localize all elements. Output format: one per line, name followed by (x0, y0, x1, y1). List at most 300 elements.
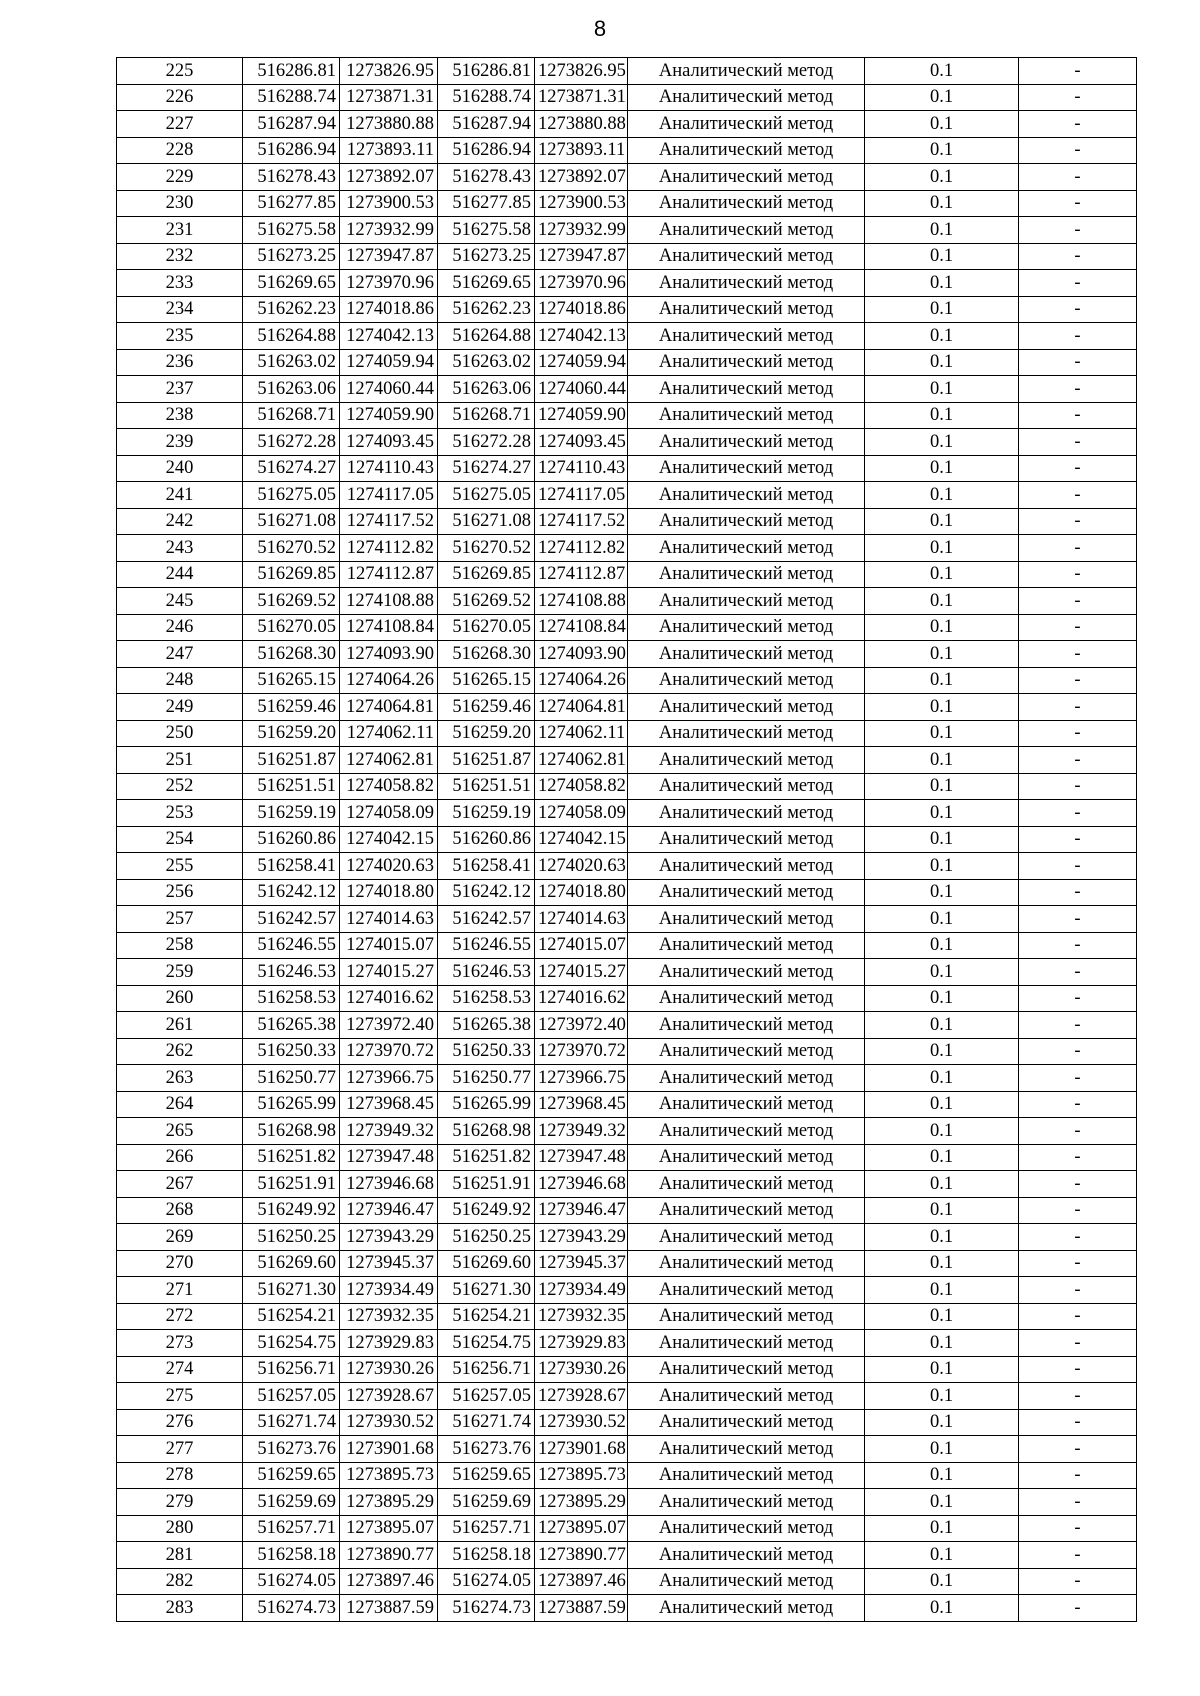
y-cell: 1274117.05 (535, 482, 628, 509)
note-cell: - (1019, 959, 1137, 986)
table-row (117, 1303, 1137, 1330)
y-cell: 1273934.49 (535, 1277, 628, 1304)
x-cell: 516251.91 (438, 1171, 535, 1198)
note-cell: - (1019, 455, 1137, 482)
accuracy-cell: 0.1 (865, 137, 1019, 164)
y-cell: 1274059.94 (535, 349, 628, 376)
accuracy-cell: 0.1 (865, 508, 1019, 535)
note-cell: - (1019, 588, 1137, 615)
y-existing-cell: 1273897.46 (340, 1568, 438, 1595)
y-existing-cell: 1274108.88 (340, 588, 438, 615)
y-cell: 1273966.75 (535, 1065, 628, 1092)
table-row (117, 667, 1137, 694)
y-existing-cell: 1273930.26 (340, 1356, 438, 1383)
y-cell: 1273930.52 (535, 1409, 628, 1436)
table-body (117, 58, 1137, 1622)
y-cell: 1273871.31 (535, 84, 628, 111)
x-cell: 516265.15 (438, 667, 535, 694)
x-existing-cell: 516256.71 (243, 1356, 340, 1383)
accuracy-cell: 0.1 (865, 694, 1019, 721)
note-cell: - (1019, 1197, 1137, 1224)
y-existing-cell: 1274042.15 (340, 826, 438, 853)
note-cell: - (1019, 1542, 1137, 1569)
accuracy-cell: 0.1 (865, 1303, 1019, 1330)
x-existing-cell: 516258.53 (243, 985, 340, 1012)
x-cell: 516270.52 (438, 535, 535, 562)
x-existing-cell: 516277.85 (243, 190, 340, 217)
table-row (117, 1171, 1137, 1198)
accuracy-cell: 0.1 (865, 720, 1019, 747)
method-cell: Аналитический метод (628, 1038, 865, 1065)
y-existing-cell: 1274064.26 (340, 667, 438, 694)
y-existing-cell: 1273890.77 (340, 1542, 438, 1569)
y-cell: 1274058.82 (535, 773, 628, 800)
point-number-cell: 231 (117, 217, 243, 244)
method-cell: Аналитический метод (628, 1356, 865, 1383)
y-existing-cell: 1274015.27 (340, 959, 438, 986)
y-cell: 1273947.48 (535, 1144, 628, 1171)
accuracy-cell: 0.1 (865, 402, 1019, 429)
point-number-cell: 241 (117, 482, 243, 509)
note-cell: - (1019, 535, 1137, 562)
accuracy-cell: 0.1 (865, 614, 1019, 641)
method-cell: Аналитический метод (628, 1277, 865, 1304)
y-cell: 1273929.83 (535, 1330, 628, 1357)
point-number-cell: 283 (117, 1595, 243, 1622)
y-existing-cell: 1273946.47 (340, 1197, 438, 1224)
point-number-cell: 271 (117, 1277, 243, 1304)
accuracy-cell: 0.1 (865, 1462, 1019, 1489)
x-existing-cell: 516286.81 (243, 58, 340, 85)
note-cell: - (1019, 1356, 1137, 1383)
table-row (117, 84, 1137, 111)
x-cell: 516258.41 (438, 853, 535, 880)
y-existing-cell: 1273928.67 (340, 1383, 438, 1410)
table-row (117, 1065, 1137, 1092)
table-row (117, 1144, 1137, 1171)
x-cell: 516254.21 (438, 1303, 535, 1330)
method-cell: Аналитический метод (628, 164, 865, 191)
point-number-cell: 256 (117, 879, 243, 906)
note-cell: - (1019, 429, 1137, 456)
x-existing-cell: 516263.06 (243, 376, 340, 403)
point-number-cell: 250 (117, 720, 243, 747)
x-cell: 516254.75 (438, 1330, 535, 1357)
y-cell: 1274018.80 (535, 879, 628, 906)
point-number-cell: 269 (117, 1224, 243, 1251)
table-row (117, 879, 1137, 906)
y-existing-cell: 1274059.94 (340, 349, 438, 376)
y-existing-cell: 1274060.44 (340, 376, 438, 403)
accuracy-cell: 0.1 (865, 1065, 1019, 1092)
y-existing-cell: 1274016.62 (340, 985, 438, 1012)
method-cell: Аналитический метод (628, 190, 865, 217)
point-number-cell: 276 (117, 1409, 243, 1436)
x-cell: 516269.65 (438, 270, 535, 297)
x-cell: 516260.86 (438, 826, 535, 853)
table-row (117, 1409, 1137, 1436)
note-cell: - (1019, 1515, 1137, 1542)
point-number-cell: 242 (117, 508, 243, 535)
x-cell: 516286.94 (438, 137, 535, 164)
point-number-cell: 259 (117, 959, 243, 986)
table-row (117, 376, 1137, 403)
note-cell: - (1019, 1038, 1137, 1065)
y-cell: 1273968.45 (535, 1091, 628, 1118)
method-cell: Аналитический метод (628, 323, 865, 350)
point-number-cell: 280 (117, 1515, 243, 1542)
table-row (117, 641, 1137, 668)
y-cell: 1274020.63 (535, 853, 628, 880)
y-cell: 1273901.68 (535, 1436, 628, 1463)
x-existing-cell: 516269.85 (243, 561, 340, 588)
x-existing-cell: 516250.33 (243, 1038, 340, 1065)
x-cell: 516287.94 (438, 111, 535, 138)
y-existing-cell: 1273895.07 (340, 1515, 438, 1542)
method-cell: Аналитический метод (628, 1144, 865, 1171)
method-cell: Аналитический метод (628, 800, 865, 827)
method-cell: Аналитический метод (628, 879, 865, 906)
method-cell: Аналитический метод (628, 667, 865, 694)
table-row (117, 1383, 1137, 1410)
table-row (117, 217, 1137, 244)
point-number-cell: 270 (117, 1250, 243, 1277)
y-existing-cell: 1273871.31 (340, 84, 438, 111)
note-cell: - (1019, 349, 1137, 376)
note-cell: - (1019, 614, 1137, 641)
x-cell: 516269.85 (438, 561, 535, 588)
point-number-cell: 252 (117, 773, 243, 800)
y-cell: 1273946.68 (535, 1171, 628, 1198)
point-number-cell: 272 (117, 1303, 243, 1330)
x-cell: 516288.74 (438, 84, 535, 111)
accuracy-cell: 0.1 (865, 535, 1019, 562)
method-cell: Аналитический метод (628, 1012, 865, 1039)
table-row (117, 853, 1137, 880)
y-existing-cell: 1274064.81 (340, 694, 438, 721)
accuracy-cell: 0.1 (865, 1568, 1019, 1595)
table-row (117, 296, 1137, 323)
x-cell: 516278.43 (438, 164, 535, 191)
x-cell: 516271.74 (438, 1409, 535, 1436)
accuracy-cell: 0.1 (865, 1356, 1019, 1383)
accuracy-cell: 0.1 (865, 84, 1019, 111)
y-cell: 1273895.73 (535, 1462, 628, 1489)
x-cell: 516250.33 (438, 1038, 535, 1065)
note-cell: - (1019, 1012, 1137, 1039)
y-cell: 1273932.35 (535, 1303, 628, 1330)
accuracy-cell: 0.1 (865, 1118, 1019, 1145)
table-row (117, 614, 1137, 641)
x-existing-cell: 516242.12 (243, 879, 340, 906)
x-existing-cell: 516271.30 (243, 1277, 340, 1304)
note-cell: - (1019, 1330, 1137, 1357)
y-cell: 1273893.11 (535, 137, 628, 164)
method-cell: Аналитический метод (628, 270, 865, 297)
x-existing-cell: 516274.27 (243, 455, 340, 482)
table-row (117, 747, 1137, 774)
note-cell: - (1019, 270, 1137, 297)
x-existing-cell: 516258.41 (243, 853, 340, 880)
y-cell: 1274108.84 (535, 614, 628, 641)
y-cell: 1274018.86 (535, 296, 628, 323)
table-row (117, 906, 1137, 933)
table-row (117, 773, 1137, 800)
table-row (117, 1595, 1137, 1622)
table-row (117, 1489, 1137, 1516)
x-existing-cell: 516273.25 (243, 243, 340, 270)
accuracy-cell: 0.1 (865, 747, 1019, 774)
point-number-cell: 243 (117, 535, 243, 562)
point-number-cell: 244 (117, 561, 243, 588)
x-existing-cell: 516250.77 (243, 1065, 340, 1092)
table-row (117, 1356, 1137, 1383)
method-cell: Аналитический метод (628, 694, 865, 721)
method-cell: Аналитический метод (628, 455, 865, 482)
table-row (117, 455, 1137, 482)
method-cell: Аналитический метод (628, 1250, 865, 1277)
x-cell: 516246.55 (438, 932, 535, 959)
point-number-cell: 226 (117, 84, 243, 111)
y-cell: 1274112.82 (535, 535, 628, 562)
accuracy-cell: 0.1 (865, 932, 1019, 959)
point-number-cell: 240 (117, 455, 243, 482)
x-cell: 516259.19 (438, 800, 535, 827)
x-cell: 516274.05 (438, 1568, 535, 1595)
y-cell: 1273895.29 (535, 1489, 628, 1516)
accuracy-cell: 0.1 (865, 482, 1019, 509)
point-number-cell: 266 (117, 1144, 243, 1171)
x-cell: 516249.92 (438, 1197, 535, 1224)
x-existing-cell: 516286.94 (243, 137, 340, 164)
accuracy-cell: 0.1 (865, 1277, 1019, 1304)
y-cell: 1274059.90 (535, 402, 628, 429)
y-existing-cell: 1274108.84 (340, 614, 438, 641)
method-cell: Аналитический метод (628, 588, 865, 615)
page-number: 8 (593, 16, 607, 41)
accuracy-cell: 0.1 (865, 1515, 1019, 1542)
table-row (117, 985, 1137, 1012)
method-cell: Аналитический метод (628, 508, 865, 535)
y-cell: 1274060.44 (535, 376, 628, 403)
x-cell: 516257.71 (438, 1515, 535, 1542)
accuracy-cell: 0.1 (865, 1436, 1019, 1463)
accuracy-cell: 0.1 (865, 1409, 1019, 1436)
x-cell: 516271.30 (438, 1277, 535, 1304)
x-cell: 516264.88 (438, 323, 535, 350)
y-cell: 1273945.37 (535, 1250, 628, 1277)
table-row (117, 1436, 1137, 1463)
y-existing-cell: 1274117.05 (340, 482, 438, 509)
y-existing-cell: 1273934.49 (340, 1277, 438, 1304)
x-existing-cell: 516259.65 (243, 1462, 340, 1489)
table-row (117, 1515, 1137, 1542)
note-cell: - (1019, 190, 1137, 217)
y-existing-cell: 1273900.53 (340, 190, 438, 217)
point-number-cell: 237 (117, 376, 243, 403)
x-cell: 516251.82 (438, 1144, 535, 1171)
point-number-cell: 267 (117, 1171, 243, 1198)
y-existing-cell: 1273930.52 (340, 1409, 438, 1436)
note-cell: - (1019, 1462, 1137, 1489)
accuracy-cell: 0.1 (865, 1038, 1019, 1065)
table-row (117, 720, 1137, 747)
accuracy-cell: 0.1 (865, 376, 1019, 403)
table-row (117, 270, 1137, 297)
accuracy-cell: 0.1 (865, 270, 1019, 297)
y-existing-cell: 1274117.52 (340, 508, 438, 535)
note-cell: - (1019, 720, 1137, 747)
accuracy-cell: 0.1 (865, 455, 1019, 482)
method-cell: Аналитический метод (628, 296, 865, 323)
x-cell: 516259.46 (438, 694, 535, 721)
table-row (117, 1091, 1137, 1118)
x-cell: 516262.23 (438, 296, 535, 323)
method-cell: Аналитический метод (628, 720, 865, 747)
x-existing-cell: 516288.74 (243, 84, 340, 111)
note-cell: - (1019, 1091, 1137, 1118)
point-number-cell: 225 (117, 58, 243, 85)
accuracy-cell: 0.1 (865, 243, 1019, 270)
accuracy-cell: 0.1 (865, 1144, 1019, 1171)
x-existing-cell: 516258.18 (243, 1542, 340, 1569)
point-number-cell: 282 (117, 1568, 243, 1595)
accuracy-cell: 0.1 (865, 826, 1019, 853)
x-existing-cell: 516265.38 (243, 1012, 340, 1039)
point-number-cell: 245 (117, 588, 243, 615)
note-cell: - (1019, 906, 1137, 933)
method-cell: Аналитический метод (628, 137, 865, 164)
point-number-cell: 279 (117, 1489, 243, 1516)
y-existing-cell: 1273945.37 (340, 1250, 438, 1277)
method-cell: Аналитический метод (628, 349, 865, 376)
x-existing-cell: 516251.87 (243, 747, 340, 774)
y-existing-cell: 1273893.11 (340, 137, 438, 164)
x-cell: 516270.05 (438, 614, 535, 641)
accuracy-cell: 0.1 (865, 1383, 1019, 1410)
method-cell: Аналитический метод (628, 1436, 865, 1463)
x-existing-cell: 516278.43 (243, 164, 340, 191)
x-cell: 516246.53 (438, 959, 535, 986)
accuracy-cell: 0.1 (865, 429, 1019, 456)
table-row (117, 932, 1137, 959)
accuracy-cell: 0.1 (865, 853, 1019, 880)
table-row (117, 1118, 1137, 1145)
note-cell: - (1019, 1568, 1137, 1595)
y-cell: 1274093.45 (535, 429, 628, 456)
y-cell: 1273970.96 (535, 270, 628, 297)
table-row (117, 1012, 1137, 1039)
x-cell: 516257.05 (438, 1383, 535, 1410)
note-cell: - (1019, 1277, 1137, 1304)
accuracy-cell: 0.1 (865, 879, 1019, 906)
table-row (117, 1542, 1137, 1569)
point-number-cell: 253 (117, 800, 243, 827)
y-cell: 1273928.67 (535, 1383, 628, 1410)
method-cell: Аналитический метод (628, 1330, 865, 1357)
point-number-cell: 260 (117, 985, 243, 1012)
method-cell: Аналитический метод (628, 84, 865, 111)
point-number-cell: 235 (117, 323, 243, 350)
y-cell: 1273890.77 (535, 1542, 628, 1569)
table-row (117, 58, 1137, 85)
x-existing-cell: 516259.69 (243, 1489, 340, 1516)
x-existing-cell: 516271.74 (243, 1409, 340, 1436)
x-existing-cell: 516249.92 (243, 1197, 340, 1224)
accuracy-cell: 0.1 (865, 1595, 1019, 1622)
x-existing-cell: 516263.02 (243, 349, 340, 376)
y-existing-cell: 1273880.88 (340, 111, 438, 138)
table-row (117, 111, 1137, 138)
y-existing-cell: 1273970.72 (340, 1038, 438, 1065)
point-number-cell: 233 (117, 270, 243, 297)
method-cell: Аналитический метод (628, 1542, 865, 1569)
table-row (117, 190, 1137, 217)
table-row (117, 588, 1137, 615)
note-cell: - (1019, 932, 1137, 959)
accuracy-cell: 0.1 (865, 1091, 1019, 1118)
method-cell: Аналитический метод (628, 561, 865, 588)
x-cell: 516256.71 (438, 1356, 535, 1383)
accuracy-cell: 0.1 (865, 959, 1019, 986)
note-cell: - (1019, 243, 1137, 270)
x-cell: 516274.73 (438, 1595, 535, 1622)
note-cell: - (1019, 137, 1137, 164)
x-existing-cell: 516272.28 (243, 429, 340, 456)
x-existing-cell: 516265.15 (243, 667, 340, 694)
x-cell: 516269.60 (438, 1250, 535, 1277)
point-number-cell: 274 (117, 1356, 243, 1383)
note-cell: - (1019, 985, 1137, 1012)
table-row (117, 1224, 1137, 1251)
accuracy-cell: 0.1 (865, 588, 1019, 615)
y-cell: 1274117.52 (535, 508, 628, 535)
table-row (117, 800, 1137, 827)
table-row (117, 508, 1137, 535)
x-existing-cell: 516254.21 (243, 1303, 340, 1330)
y-cell: 1274062.11 (535, 720, 628, 747)
note-cell: - (1019, 853, 1137, 880)
method-cell: Аналитический метод (628, 1091, 865, 1118)
table-row (117, 482, 1137, 509)
accuracy-cell: 0.1 (865, 641, 1019, 668)
accuracy-cell: 0.1 (865, 1489, 1019, 1516)
accuracy-cell: 0.1 (865, 561, 1019, 588)
y-cell: 1273932.99 (535, 217, 628, 244)
point-number-cell: 261 (117, 1012, 243, 1039)
x-cell: 516273.76 (438, 1436, 535, 1463)
method-cell: Аналитический метод (628, 429, 865, 456)
note-cell: - (1019, 641, 1137, 668)
y-cell: 1273897.46 (535, 1568, 628, 1595)
point-number-cell: 278 (117, 1462, 243, 1489)
point-number-cell: 265 (117, 1118, 243, 1145)
x-cell: 516250.77 (438, 1065, 535, 1092)
x-cell: 516275.05 (438, 482, 535, 509)
accuracy-cell: 0.1 (865, 111, 1019, 138)
method-cell: Аналитический метод (628, 1595, 865, 1622)
note-cell: - (1019, 773, 1137, 800)
note-cell: - (1019, 694, 1137, 721)
point-number-cell: 247 (117, 641, 243, 668)
accuracy-cell: 0.1 (865, 985, 1019, 1012)
y-cell: 1274014.63 (535, 906, 628, 933)
y-cell: 1273880.88 (535, 111, 628, 138)
x-existing-cell: 516254.75 (243, 1330, 340, 1357)
method-cell: Аналитический метод (628, 1303, 865, 1330)
y-existing-cell: 1273895.29 (340, 1489, 438, 1516)
y-cell: 1273887.59 (535, 1595, 628, 1622)
